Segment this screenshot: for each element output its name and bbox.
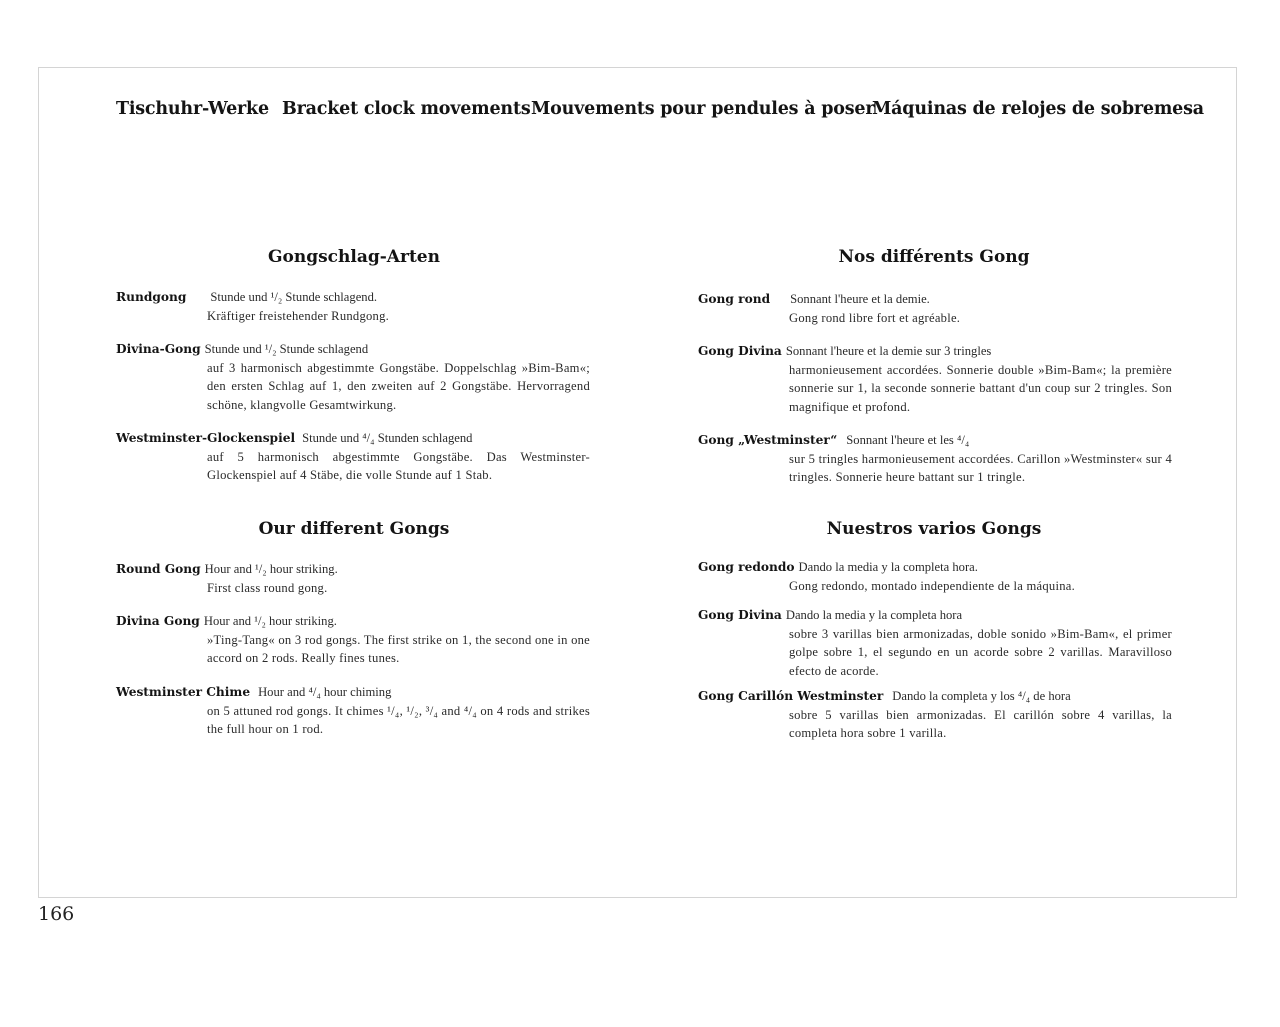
section-title-spanish: Nuestros varios Gongs [826,519,1042,539]
entry-first-line: Hour and ⁴/₄ hour chiming [258,685,392,699]
entry-term: Gong rond [698,292,771,306]
entry-description: on 5 attuned rod gongs. It chimes ¹/₄, ¹/₂, ³/₄ and ⁴/₄ on 4 rods and strikes the full hour on 1 rod. [207,703,590,737]
page-number: 166 [38,903,75,925]
entry-divina-gong-en [116,612,590,668]
entry-description: auf 3 harmonisch abgestimmte Gongstäbe. Doppelschlag »Bim-Bam«; den ersten Schlag auf 1, den zweiten auf 2 Gongstäbe. Hervorragend schöne, klangvolle Gesamtwirkung. [207,360,590,412]
entry-term: Gong Divina [698,608,782,622]
entry-term: Gong redondo [698,560,795,574]
entry-description: sur 5 tringles harmonieusement accordées. Carillon »Westminster« sur 4 tringles. Sonnerie heure battant sur 1 tringle. [789,451,1172,485]
entry-first-line: Sonnant l'heure et la demie. [790,292,930,306]
entry-gong-westminster-fr [698,431,1172,487]
entry-gong-carillon-westminster [698,687,1172,743]
entry-first-line: Stunde und ⁴/₄ Stunden schlagend [302,431,473,445]
section-title-german: Gongschlag-Arten [268,247,440,267]
entry-term: Westminster-Glockenspiel [116,431,296,445]
header-title-french: Mouvements pour pendules à poser [531,99,875,119]
entry-description: Kräftiger freistehender Rundgong. [207,308,390,323]
entry-term: Gong „Westminster“ [698,433,838,447]
entry-first-line: Sonnant l'heure et la demie sur 3 tringles [785,344,992,358]
entry-term: Rundgong [116,290,187,304]
entry-term: Gong Divina [698,344,782,358]
entry-gong-redondo [698,558,1172,595]
entry-description: First class round gong. [207,580,328,595]
entry-description: sobre 5 varillas bien armonizadas. El carillón sobre 4 varillas, la completa hora sobre 1 varilla. [789,707,1172,741]
entry-description: harmonieusement accordées. Sonnerie double »Bim-Bam«; la première sonnerie sur 1, la seconde sonnerie battant d'un coup sur 2 tringles. Son magnifique et profond. [789,362,1172,414]
entry-description: sobre 3 varillas bien armonizadas, doble sonido »Bim-Bam«, el primer golpe sobre 1, el segundo en un acorde sobre 2 varillas. Maravilloso efecto de acorde. [789,626,1172,678]
header-title-spanish: Máquinas de relojes de sobremesa [872,99,1204,119]
entry-first-line: Hour and ¹/₂ hour striking. [203,614,337,628]
entry-gong-divina-es [698,606,1172,680]
entry-divina-gong-de [116,340,590,414]
entry-term: Gong Carillón Westminster [698,689,884,703]
header-title-english: Bracket clock movements [282,99,531,119]
entry-term: Round Gong [116,562,201,576]
entry-round-gong [116,560,590,597]
section-title-english: Our different Gongs [258,519,450,539]
page-header [116,99,1204,127]
entry-description: Gong redondo, montado independiente de la máquina. [789,578,1075,593]
entry-term: Divina Gong [116,614,200,628]
entry-first-line: Stunde und ¹/₂ Stunde schlagend. [210,290,378,304]
entry-rundgong [116,288,590,325]
entry-description: »Ting-Tang« on 3 rod gongs. The first strike on 1, the second one in one accord on 2 rods. Really fines tunes. [207,632,590,666]
entry-first-line: Sonnant l'heure et les ⁴/₄ [846,433,970,447]
entry-first-line: Dando la completa y los ⁴/₄ de hora [892,689,1071,703]
entry-gong-rond [698,290,1172,327]
entry-gong-divina-fr [698,342,1172,416]
entry-term: Westminster Chime [116,685,251,699]
entry-westminster-glockenspiel [116,429,590,485]
section-title-french: Nos différents Gong [838,247,1030,267]
entry-term: Divina-Gong [116,342,201,356]
entry-first-line: Dando la media y la completa hora [785,608,963,622]
entry-first-line: Dando la media y la completa hora. [798,560,978,574]
entry-description: Gong rond libre fort et agréable. [789,310,961,325]
entry-first-line: Stunde und ¹/₂ Stunde schlagend [204,342,369,356]
entry-westminster-chime [116,683,590,739]
entry-description: auf 5 harmonisch abgestimmte Gongstäbe. Das Westminster-Glockenspiel auf 4 Stäbe, die volle Stunde auf 1 Stab. [207,449,590,483]
header-title-german: Tischuhr-Werke [116,99,269,119]
entry-first-line: Hour and ¹/₂ hour striking. [204,562,338,576]
